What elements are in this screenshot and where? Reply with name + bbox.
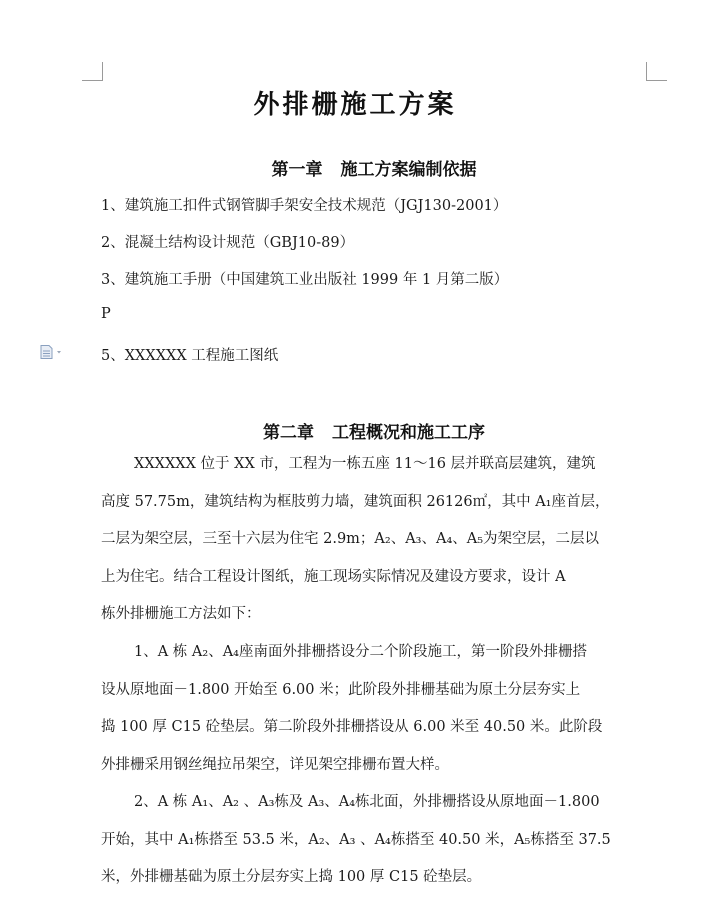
chapter-2-label: 第二章 <box>263 423 314 443</box>
margin-corner-top-left <box>82 62 103 81</box>
chapter-2-title: 工程概况和施工工序 <box>332 423 485 443</box>
method-paragraph-1 <box>101 634 646 784</box>
paragraph-line: 栋外排栅施工方法如下： <box>101 606 261 622</box>
document-title: 外排栅施工方案 <box>253 90 457 120</box>
chapter-2-heading <box>0 418 710 443</box>
reference-item-2: 2、混凝土结构设计规范（GBJ10-89） <box>101 235 355 251</box>
reference-item-3: 3、建筑施工手册（中国建筑工业出版社 1999 年 1 月第二版） <box>101 272 509 288</box>
document-icon[interactable] <box>40 344 64 358</box>
paragraph-line: 设从原地面－1.800 开始至 6.00 米；此阶段外排栅基础为原土分层夯实上 <box>101 681 581 698</box>
paragraph-line: 1、A 栋 A₂、A₄座南面外排栅搭设分二个阶段施工，第一阶段外排栅搭 <box>134 644 587 660</box>
chapter-1-title: 施工方案编制依据 <box>340 160 477 180</box>
paragraph-line: 捣 100 厚 C15 砼垫层。第二阶段外排栅搭设从 6.00 米至 40.50 米。此阶段 <box>101 719 603 735</box>
reference-item-5: 5、XXXXXX 工程施工图纸 <box>101 348 279 364</box>
method-paragraph-2 <box>101 784 646 897</box>
paragraph-line: 2、A 栋 A₁、A₂ 、A₃栋及 A₃、A₄栋北面，外排栅搭设从原地面－1.800 <box>134 794 600 810</box>
chapter-1-label: 第一章 <box>271 160 323 180</box>
paragraph-line: XXXXXX 位于 XX 市，工程为一栋五座 11～16 层并联高层建筑，建筑 <box>134 456 596 472</box>
reference-item-4: P <box>101 306 111 322</box>
paragraph-line: 开始，其中 A₁栋搭至 53.5 米，A₂、A₃ 、A₄栋搭至 40.50 米，A₅栋搭至 37.5 <box>101 831 611 848</box>
paragraph-line: 米，外排栅基础为原土分层夯实上捣 100 厚 C15 砼垫层。 <box>101 869 482 885</box>
chapter-1-heading <box>0 155 710 180</box>
paragraph-line: 高度 57.75m，建筑结构为框肢剪力墙，建筑面积 26126㎡，其中 A₁座首层， <box>101 493 610 510</box>
paragraph-line: 上为住宅。结合工程设计图纸，施工现场实际情况及建设方要求，设计 A <box>101 568 566 585</box>
paragraph-line: 二层为架空层，三至十六层为住宅 2.9m；A₂、A₃、A₄、A₅为架空层，二层以 <box>101 531 600 547</box>
reference-item-1: 1、建筑施工扣件式钢管脚手架安全技术规范（JGJ130-2001） <box>101 198 508 214</box>
paragraph-line: 外排栅采用钢丝绳拉吊架空，详见架空排栅布置大样。 <box>101 756 449 773</box>
overview-paragraph <box>101 446 646 634</box>
margin-corner-top-right <box>646 62 667 81</box>
